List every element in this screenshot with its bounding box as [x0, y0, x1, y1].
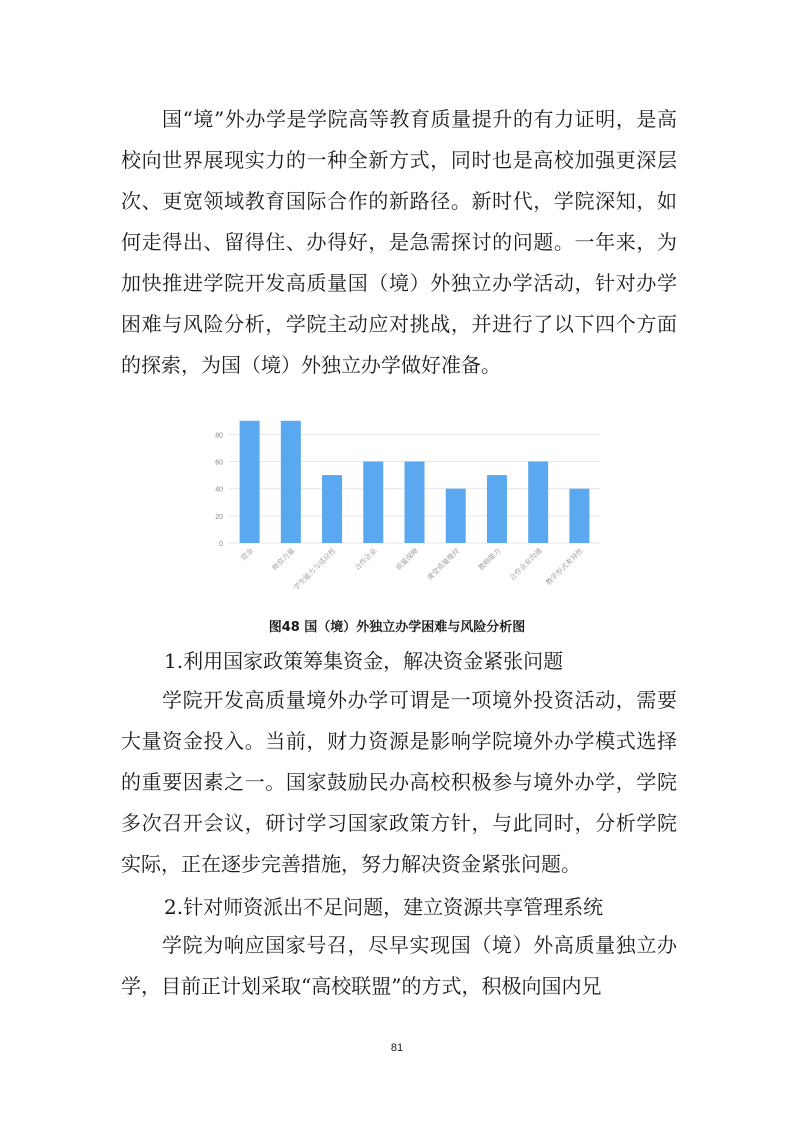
intro-paragraph: 国“境”外办学是学院高等教育质量提升的有力证明，是高校向世界展现实力的一种全新方式，同时也是高校加强更深层次、更宽领域教育国际合作的新路径。新时代，学院深知，如何走得出、留得住、办得好，是急需探讨的问题。一年来，为加快推进学院开发高质量国（境）外独立办学活动，针对办学困难与风险分析，学院主动应对挑战，并进行了以下四个方面的探索，为国（境）外独立办学做好准备。: [121, 107, 677, 377]
x-tick-label: 教师能力: [476, 546, 503, 573]
bar: [281, 421, 301, 543]
x-tick-label: 教学形式差异性: [544, 546, 585, 588]
bar: [240, 421, 260, 543]
bar-chart: [205, 404, 605, 609]
section-body-1: 学院开发高质量境外办学可谓是一项境外投资活动，需要大量资金投入。当前，财力资源是影响学院境外办学模式选择的重要因素之一。国家鼓励民办高校积极参与境外办学，学院多次召开会议，研讨学习国家政策方针，与此同时，分析学院实际，正在逐步完善措施，努力解决资金紧张问题。: [121, 688, 677, 876]
bar: [528, 462, 548, 543]
x-tick-label: 合作企业沟通: [508, 546, 544, 583]
page-number: 81: [390, 1042, 404, 1054]
bar: [446, 489, 466, 543]
section-body-2: 学院为响应国家号召，尽早实现国（境）外高质量独立办学，目前正计划采取“高校联盟”的方式，积极向国内兄: [121, 933, 677, 998]
y-tick-label: 80: [215, 432, 223, 440]
y-tick-label: 40: [215, 486, 223, 494]
x-tick-label: 课堂质量维持: [425, 546, 462, 583]
x-tick-label: 学生能力与适应性: [292, 546, 338, 593]
y-tick-label: 20: [215, 513, 223, 521]
x-tick-label: 质量保障: [394, 546, 420, 573]
figure-caption: 图48 国（境）外独立办学困难与风险分析图: [268, 620, 526, 635]
bar: [569, 489, 589, 543]
section-heading-1: 1.利用国家政策筹集资金，解决资金紧张问题: [164, 649, 564, 673]
x-tick-label: 资金: [239, 546, 256, 563]
y-tick-label: 60: [215, 459, 223, 467]
y-tick-label: 0: [219, 541, 223, 548]
bar: [405, 462, 425, 543]
x-tick-label: 师资力量: [270, 546, 297, 573]
bar: [363, 462, 383, 543]
bar: [487, 475, 507, 543]
bar: [322, 475, 342, 543]
section-heading-2: 2.针对师资派出不足问题，建立资源共享管理系统: [164, 895, 604, 919]
x-tick-label: 合作企业: [353, 546, 379, 573]
